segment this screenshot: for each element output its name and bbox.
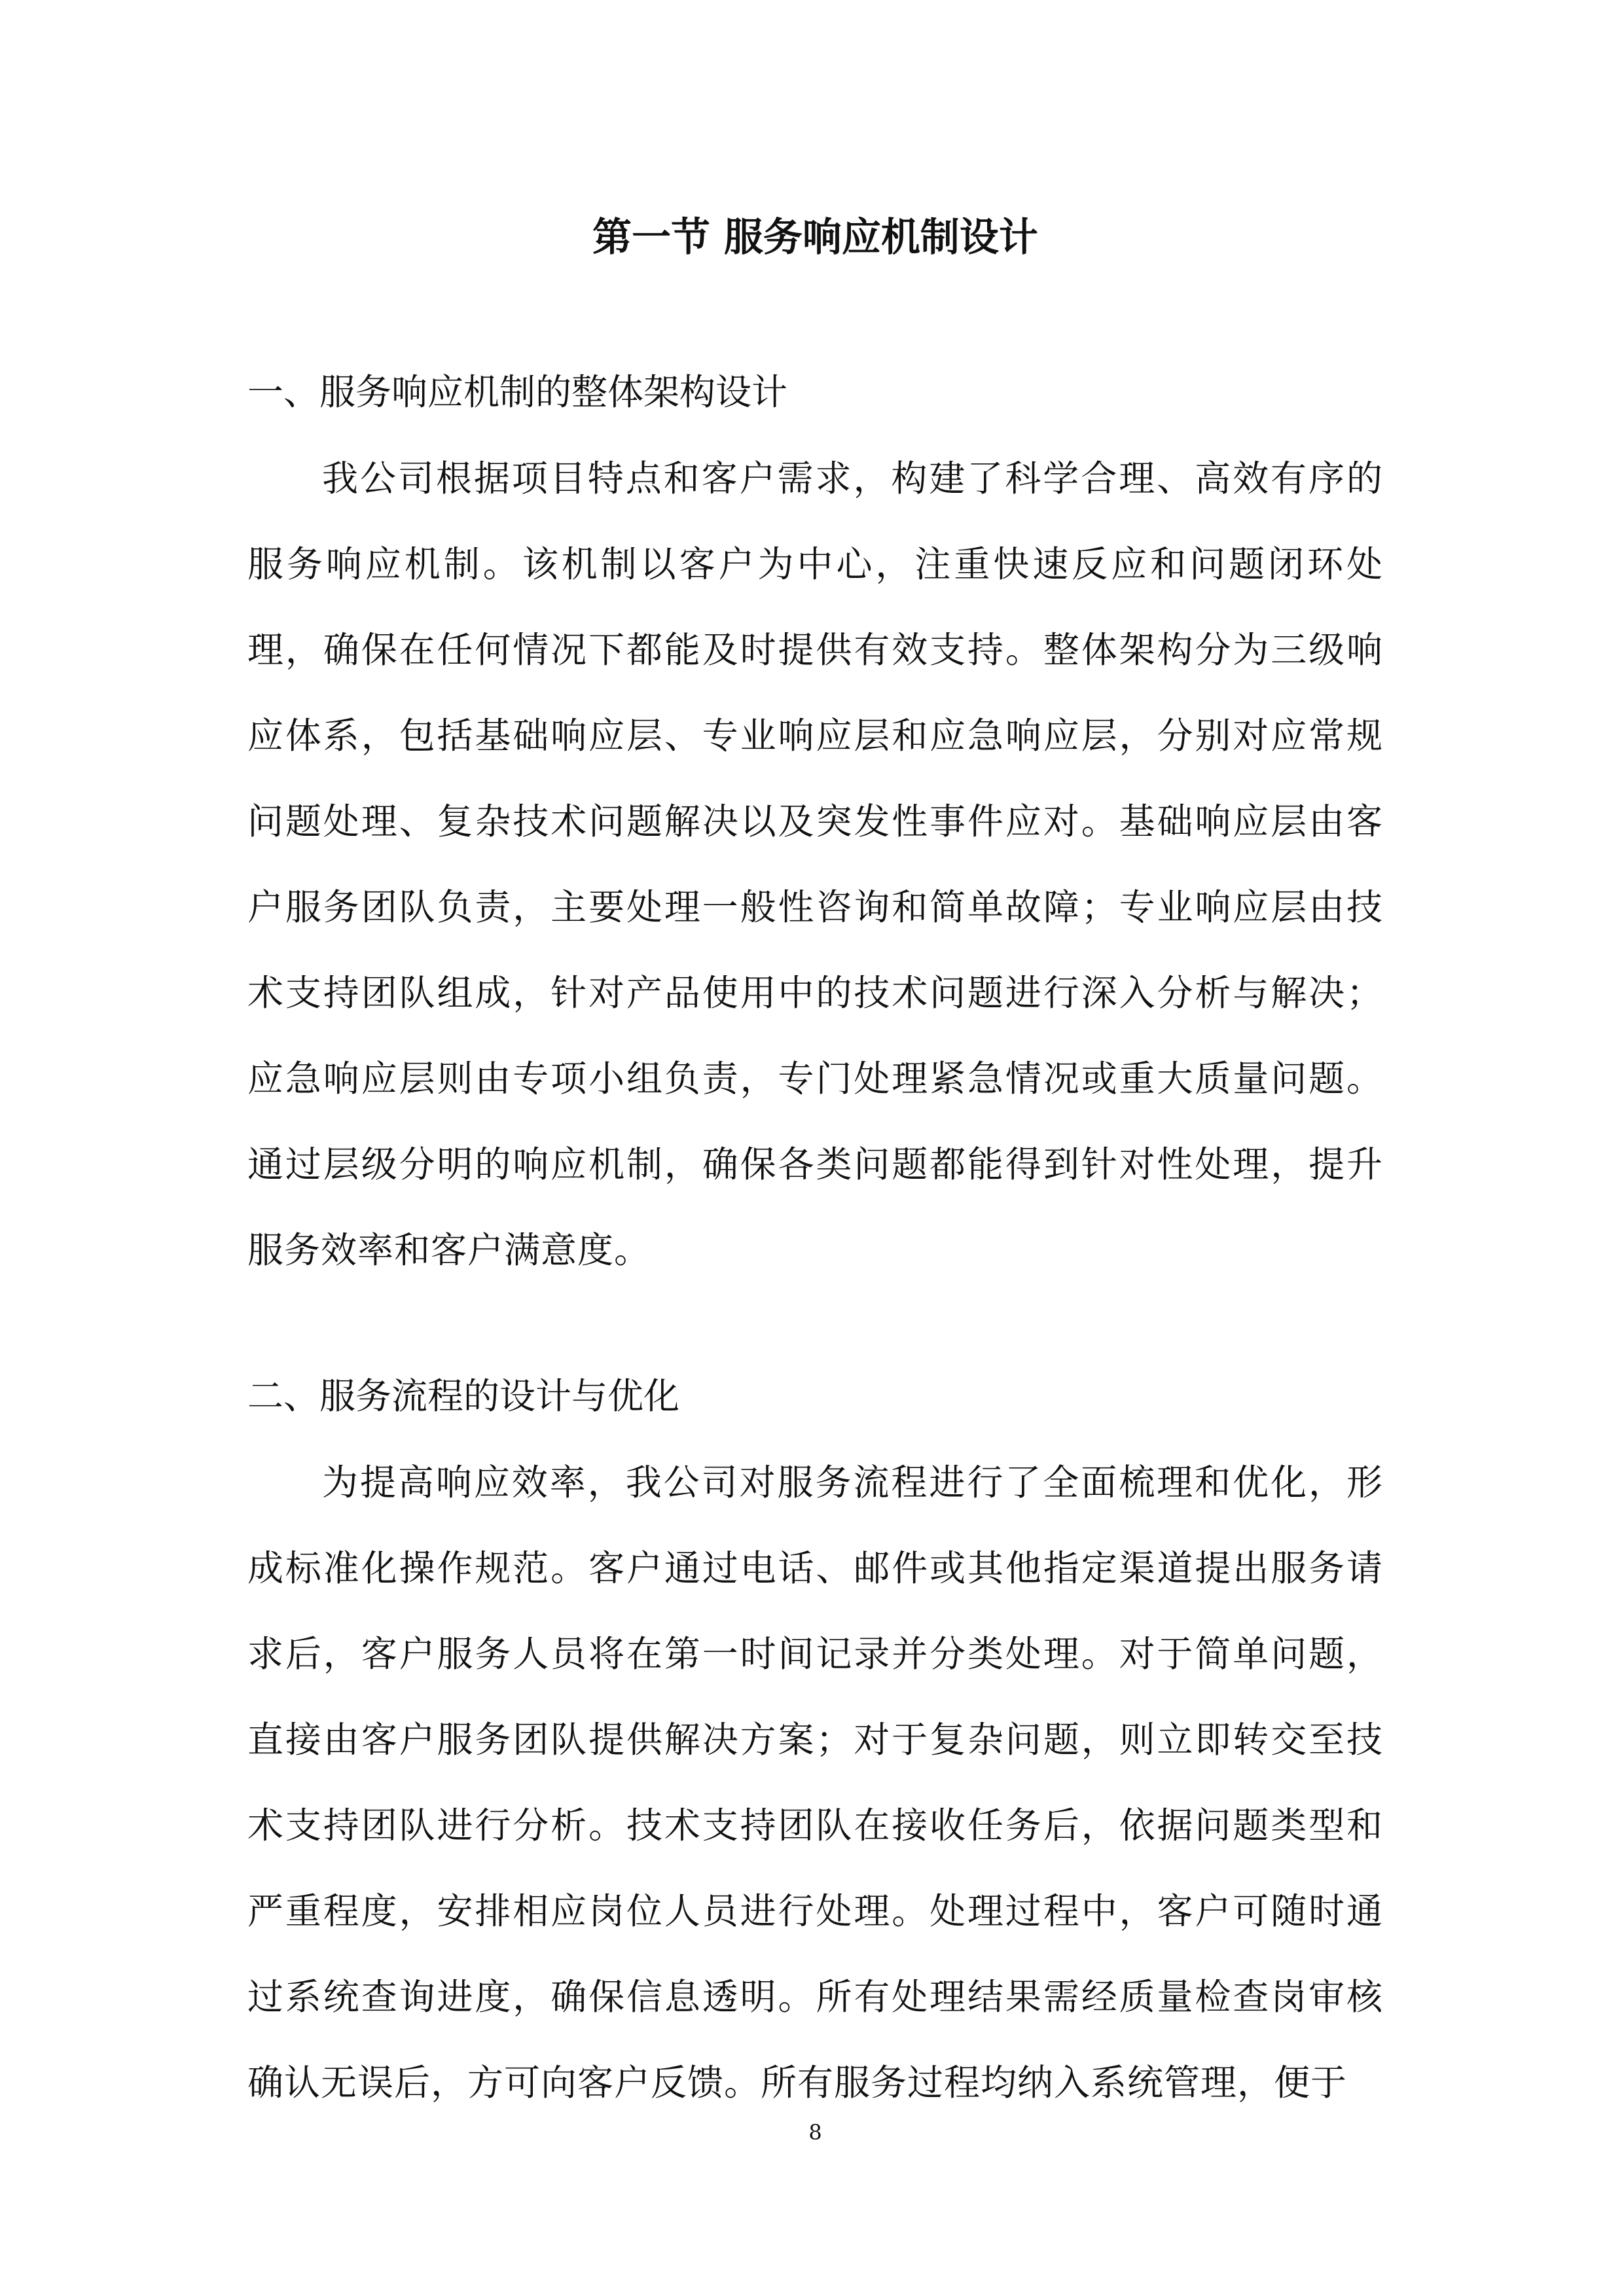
section-paragraph: 我公司根据项目特点和客户需求，构建了科学合理、高效有序的服务响应机制。该机制以客户为中心，注重快速反应和问题闭环处理，确保在任何情况下都能及时提供有效支持。整体架构分为三级响应体系，包括基础响应层、专业响应层和应急响应层，分别对应常规问题处理、复杂技术问题解决以及突发性事件应对。基础响应层由客户服务团队负责，主要处理一般性咨询和简单故障；专业响应层由技术支持团队组成，针对产品使用中的技术问题进行深入分析与解决；应急响应层则由专项小组负责，专门处理紧急情况或重大质量问题。通过层级分明的响应机制，确保各类问题都能得到针对性处理，提升服务效率和客户满意度。 [247,457,1383,1271]
section-paragraph: 为提高响应效率，我公司对服务流程进行了全面梳理和优化，形成标准化操作规范。客户通过电话、邮件或其他指定渠道提出服务请求后，客户服务人员将在第一时间记录并分类处理。对于简单问题，直接由客户服务团队提供解决方案；对于复杂问题，则立即转交至技术支持团队进行分析。技术支持团队在接收任务后，依据问题类型和严重程度，安排相应岗位人员进行处理。处理过程中，客户可随时通过系统查询进度，确保信息透明。所有处理结果需经质量检查岗审核确认无误后，方可向客户反馈。所有服务过程均纳入系统管理，便于 [247,1462,1383,2104]
document-page [247,0,1383,2296]
section-heading: 一、服务响应机制的整体架构设计 [247,371,788,413]
section-service-process [247,1373,1383,2126]
section-overall-architecture [247,369,1383,1293]
page-number: 8 [808,2120,822,2145]
page-title: 第一节 服务响应机制设计 [592,215,1038,260]
section-heading: 二、服务流程的设计与优化 [247,1375,680,1417]
